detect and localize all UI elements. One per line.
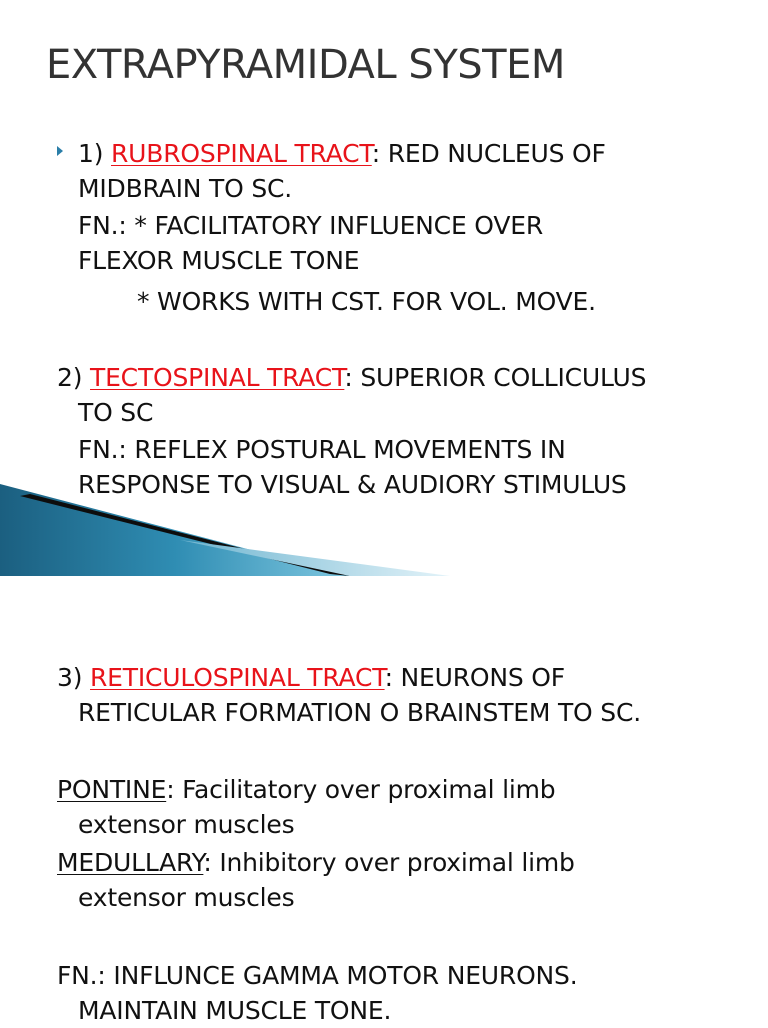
function-line-cont: MAINTAIN MUSCLE TONE. — [78, 996, 392, 1025]
triangle-bullet-icon — [57, 146, 63, 156]
tract-name: TECTOSPINAL TRACT — [90, 363, 345, 392]
tract-description: : SUPERIOR COLLICULUS — [344, 363, 647, 392]
tectospinal-function: FN.: REFLEX POSTURAL MOVEMENTS IN — [78, 435, 566, 464]
tectospinal-heading — [57, 360, 646, 395]
medullary-heading — [57, 845, 575, 880]
reticulospinal-heading — [57, 660, 565, 695]
medullary-description-cont: extensor muscles — [78, 883, 295, 912]
tectospinal-function-cont: RESPONSE TO VISUAL & AUDIORY STIMULUS — [78, 470, 627, 499]
slide-title: EXTRAPYRAMIDAL SYSTEM — [46, 42, 565, 88]
rubrospinal-heading — [78, 136, 606, 171]
rubrospinal-description-cont: MIDBRAIN TO SC. — [78, 174, 292, 203]
tract-name: RETICULOSPINAL TRACT — [90, 663, 385, 692]
rubrospinal-function: FN.: * FACILITATORY INFLUENCE OVER — [78, 211, 543, 240]
pontine-description: : Facilitatory over proximal limb — [166, 775, 556, 804]
pontine-heading — [57, 772, 555, 807]
function-line: FN.: INFLUNCE GAMMA MOTOR NEURONS. — [57, 961, 578, 990]
pontine-label: PONTINE — [57, 775, 167, 804]
section-number: 1) — [78, 139, 112, 168]
tectospinal-description-cont: TO SC — [78, 398, 154, 427]
pontine-description-cont: extensor muscles — [78, 810, 295, 839]
tract-name: RUBROSPINAL TRACT — [111, 139, 372, 168]
medullary-label: MEDULLARY — [57, 848, 204, 877]
decorative-swoosh-graphic — [0, 480, 470, 580]
section-number: 3) — [57, 663, 91, 692]
tract-description: : NEURONS OF — [384, 663, 565, 692]
rubrospinal-function-note: * WORKS WITH CST. FOR VOL. MOVE. — [137, 287, 596, 316]
reticulospinal-description-cont: RETICULAR FORMATION O BRAINSTEM TO SC. — [78, 698, 641, 727]
rubrospinal-function-cont: FLEXOR MUSCLE TONE — [78, 246, 360, 275]
medullary-description: : Inhibitory over proximal limb — [203, 848, 575, 877]
section-number: 2) — [57, 363, 91, 392]
tract-description: : RED NUCLEUS OF — [371, 139, 606, 168]
